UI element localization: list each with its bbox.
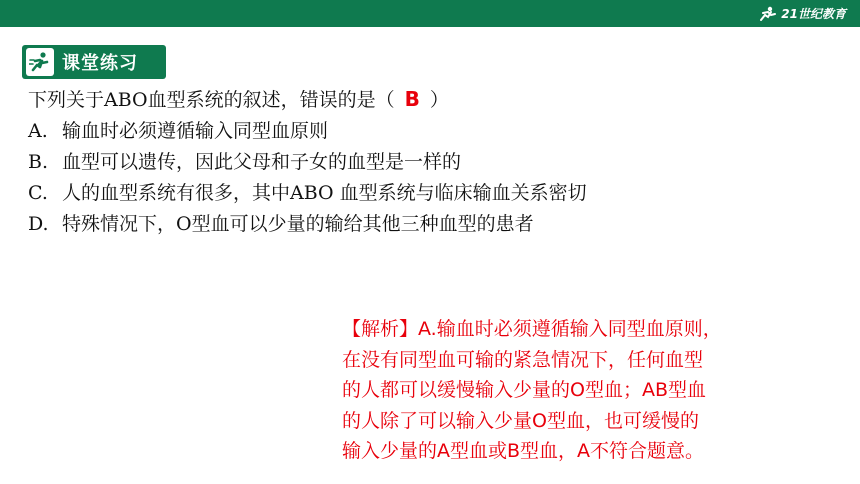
option-text: 血型可以遗传，因此父母和子女的血型是一样的 [62,151,462,173]
stem-text: 下列关于ABO血型系统的叙述，错误的是（ [28,89,395,111]
option-letter: D. [28,213,49,235]
option-text: 输血时必须遵循输入同型血原则 [62,120,329,142]
stem-close: ） [429,89,449,111]
option-letter: A. [28,120,48,142]
option-letter: B. [28,151,49,173]
top-banner [0,0,860,27]
brand-text: 21世纪教育 [781,7,846,21]
runner-icon [26,48,54,76]
option-a [28,116,848,147]
analysis-line: 在没有同型血可输的紧急情况下，任何血型 [342,348,704,371]
option-text: 特殊情况下，O型血可以少量的输给其他三种血型的患者 [62,213,534,235]
answer-letter: B [404,87,420,111]
option-letter: C. [28,182,48,204]
section-badge [22,45,166,79]
badge-label: 课堂练习 [62,53,138,74]
brand-logo [755,3,846,24]
analysis-block [342,314,842,467]
analysis-line: 输入少量的A型血或B型血，A不符合题意。 [342,440,705,462]
option-text: 人的血型系统有很多，其中ABO 血型系统与临床输血关系密切 [62,182,587,204]
runner-logo-icon [755,6,777,22]
analysis-line: 【解析】A.输血时必须遵循输入同型血原则， [342,318,722,340]
question-stem [28,84,848,116]
question-block [28,84,848,240]
analysis-line: 的人除了可以输入少量O型血，也可缓慢的 [342,409,699,432]
option-d [28,209,848,240]
option-b [28,147,848,178]
option-c [28,178,848,209]
analysis-line: 的人都可以缓慢输入少量的O型血；AB型血 [342,379,706,401]
